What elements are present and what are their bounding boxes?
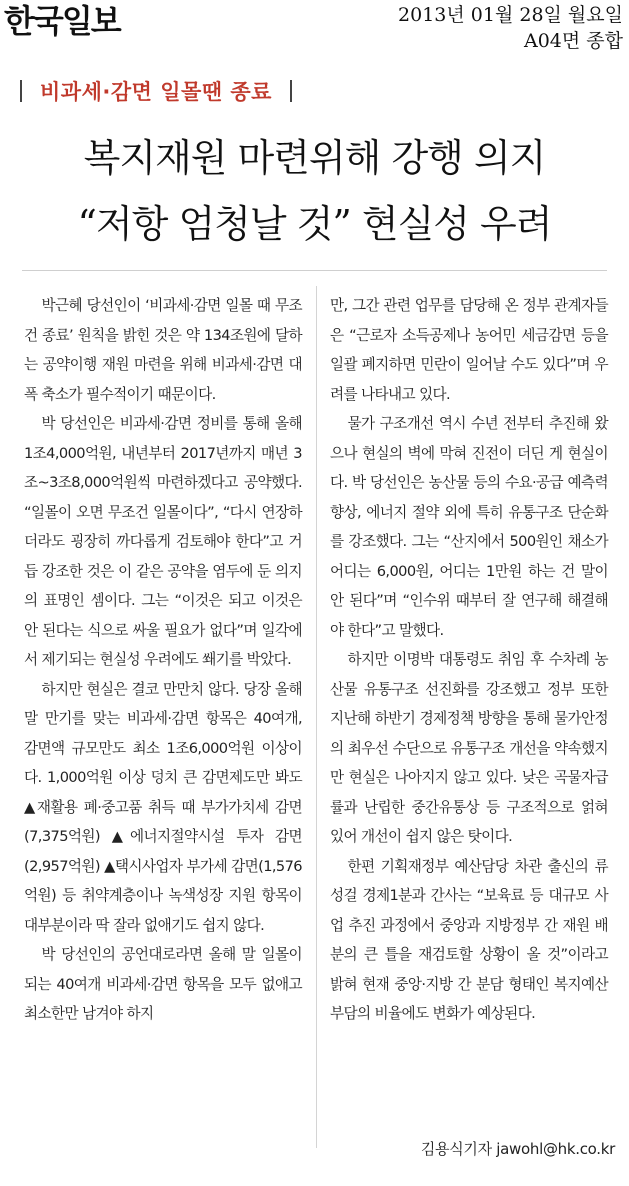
kicker-text: 비과세·감면 일몰땐 종료 — [40, 80, 272, 104]
byline: 김용식기자 jawohl@hk.co.kr — [420, 1140, 615, 1158]
paragraph: 하지만 현실은 결코 만만치 않다. 당장 올해 말 만기를 맞는 비과세·감면 항목은 40여개, 감면액 규모만도 최소 1조6,000억원 이상이다. 1,000억원 이상 덩치 큰 감면제도만 봐도 ▲재활용 폐·중고품 취득 때 부가가치세 감면(7,375억원) ▲에너지절약시설 투자 감면(2,957억원) ▲택시사업자 부가세 감면(1,576억원) 등 취약계층이나 녹색성장 지원 항목이 대부분이라 딱 잘라 없애기도 쉽지 않다. — [24, 680, 302, 934]
kicker-left-bar — [20, 80, 22, 102]
page-section: A04면 종합 — [524, 30, 623, 52]
column-divider — [316, 286, 317, 1148]
paragraph: 한편 기획재정부 예산담당 차관 출신의 류성걸 경제1분과 간사는 “보육료 등 대규모 사업 추진 과정에서 중앙과 지방정부 간 재원 배분의 큰 틀을 재검토할 상황이 올 것”이라고 밝혀 현재 중앙·지방 간 분담 형태인 복지예산 부담의 비율에도 변화가 예상된다. — [330, 857, 608, 1022]
newspaper-logo: 한국일보 — [4, 2, 120, 40]
headline-divider — [22, 270, 607, 271]
paragraph: 박 당선인은 비과세·감면 정비를 통해 올해 1조4,000억원, 내년부터 2017년까지 매년 3조~3조8,000억원씩 마련하겠다고 공약했다. “일몰이 오면 무조건 일몰이다”, “다시 연장하더라도 굉장히 까다롭게 검토해야 한다”고 거듭 강조한 것은 이 같은 공약을 염두에 둔 의지의 표명인 셈이다. 그는 “이것은 되고 이것은 안 된다는 식으로 싸울 필요가 없다”며 일각에서 제기되는 현실성 우려에도 쐐기를 박았다. — [24, 415, 302, 668]
paragraph: 만, 그간 관련 업무를 담당해 온 정부 관계자들은 “근로자 소득공제나 농어민 세금감면 등을 일괄 폐지하면 민란이 일어날 수도 있다”며 우려를 나타내고 있다. — [330, 297, 608, 403]
paragraph: 물가 구조개선 역시 수년 전부터 추진해 왔으나 현실의 벽에 막혀 진전이 더딘 게 현실이다. 박 당선인은 농산물 등의 수요·공급 예측력 향상, 에너지 절약 외에 특히 유통구조 단순화를 강조했다. 그는 “산지에서 500원인 채소가 어디는 6,000원, 어디는 1만원 하는 건 말이 안 된다”며 “인수위 때부터 잘 연구해 해결해야 한다”고 말했다. — [330, 415, 608, 639]
paragraph: 박 당선인의 공언대로라면 올해 말 일몰이 되는 40여개 비과세·감면 항목을 모두 없애고 최소한만 남겨야 하지 — [24, 946, 302, 1022]
kicker — [20, 76, 292, 106]
headline-line-2: “저항 엄청날 것” 현실성 우려 — [77, 202, 552, 246]
kicker-right-bar — [290, 80, 292, 102]
headline-line-1: 복지재원 마련위해 강행 의지 — [83, 136, 546, 180]
paragraph: 하지만 이명박 대통령도 취임 후 수차례 농산물 유통구조 선진화를 강조했고 정부 또한 지난해 하반기 경제정책 방향을 통해 물가안정의 최우선 수단으로 유통구조 개선을 약속했지만 현실은 나아지지 않고 있다. 낮은 곡물자급률과 난립한 중간유통상 등 구조적으로 얽혀 있어 개선이 쉽지 않은 탓이다. — [330, 651, 608, 845]
paragraph: 박근혜 당선인이 ‘비과세·감면 일몰 때 무조건 종료’ 원칙을 밝힌 것은 약 134조원에 달하는 공약이행 재원 마련을 위해 비과세·감면 대폭 축소가 필수적이기 때문이다. — [24, 297, 302, 403]
publication-date: 2013년 01월 28일 월요일 — [398, 4, 623, 26]
article-column-left — [24, 291, 302, 1029]
article-column-right — [330, 291, 608, 1029]
